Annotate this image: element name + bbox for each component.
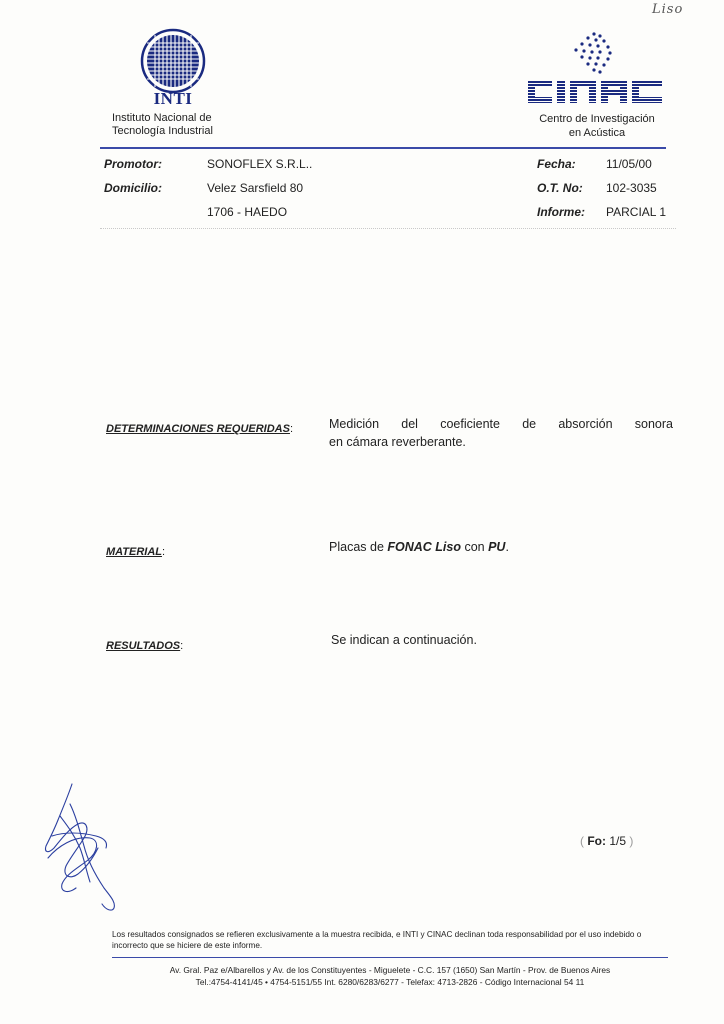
footer-address-line1: Av. Gral. Paz e/Albarellos y Av. de los Constituyentes - Miguelete - C.C. 157 (1650) San Martín - Prov. de Buenos Aires: [169, 965, 611, 975]
cinac-subtitle-line2: en Acústica: [568, 127, 626, 139]
domicilio-line2: 1706 - HAEDO: [207, 205, 288, 219]
cinac-wordmark-icon: [526, 78, 666, 106]
material-text: [329, 538, 509, 556]
material-pu: PU: [488, 540, 506, 554]
material-label: MATERIAL: [106, 546, 163, 558]
header-rule: [100, 147, 666, 149]
material-product: FONAC Liso: [387, 540, 461, 554]
material-heading: [106, 542, 165, 560]
domicilio-line1: Velez Sarsfield 80: [207, 181, 304, 195]
inti-globe-logo-icon: [140, 28, 206, 94]
resultados-heading: [106, 636, 183, 654]
informe-label: Informe:: [537, 205, 585, 219]
ot-value: 102-3035: [606, 181, 657, 195]
folio-label: Fo:: [587, 834, 606, 848]
determinaciones-text: [329, 415, 673, 451]
determinaciones-label: DETERMINACIONES REQUERIDAS: [106, 423, 290, 435]
promotor-label: Promotor:: [104, 157, 162, 171]
footer-address: [112, 964, 668, 988]
material-end: .: [505, 540, 509, 554]
cinac-subtitle: [522, 112, 672, 140]
cinac-subtitle-line1: Centro de Investigación: [539, 113, 655, 125]
folio-value: 1/5: [609, 834, 627, 848]
determinaciones-line1: Medición del coeficiente de absorción sonora: [329, 417, 673, 431]
material-mid: con: [460, 540, 489, 554]
header-dotted-rule: [100, 228, 676, 229]
footer-disclaimer: Los resultados consignados se refieren exclusivamente a la muestra recibida, e INTI y CINAC declinan toda responsabilidad por el uso indebido o incorrecto que se hiciere de este informe.: [112, 930, 642, 950]
resultados-text: Se indican a continuación.: [331, 633, 477, 647]
material-colon: :: [162, 546, 166, 558]
inti-subtitle: [112, 112, 242, 138]
fecha-value: 11/05/00: [606, 157, 652, 171]
folio: ( Fo: 1/5 ): [580, 834, 634, 848]
resultados-label: RESULTADOS: [106, 640, 181, 652]
cinac-dots-icon: [572, 30, 620, 76]
corner-handwritten-note: Liso: [652, 2, 684, 17]
fecha-label: Fecha:: [537, 157, 576, 171]
footer-address-line2: Tel.:4754-4141/45 • 4754-5151/55 Int. 6280/6283/6277 - Telefax: 4713-2826 - Código Internacional 54 11: [195, 977, 585, 987]
determinaciones-colon: :: [289, 423, 294, 435]
material-pre: Placas de: [329, 540, 388, 554]
inti-subtitle-line1: Instituto Nacional de: [112, 112, 212, 124]
footer-rule: [112, 957, 668, 958]
promotor-value: SONOFLEX S.R.L..: [207, 157, 313, 171]
determinaciones-heading: [106, 419, 293, 437]
determinaciones-line2: en cámara reverberante.: [329, 435, 466, 449]
informe-value: PARCIAL 1: [606, 205, 667, 219]
signature-icon: [40, 776, 118, 916]
resultados-colon: :: [180, 640, 184, 652]
inti-name: INTI: [153, 89, 193, 108]
inti-subtitle-line2: Tecnología Industrial: [112, 125, 213, 137]
domicilio-label: Domicilio:: [104, 181, 163, 195]
ot-label: O.T. No:: [537, 181, 583, 195]
